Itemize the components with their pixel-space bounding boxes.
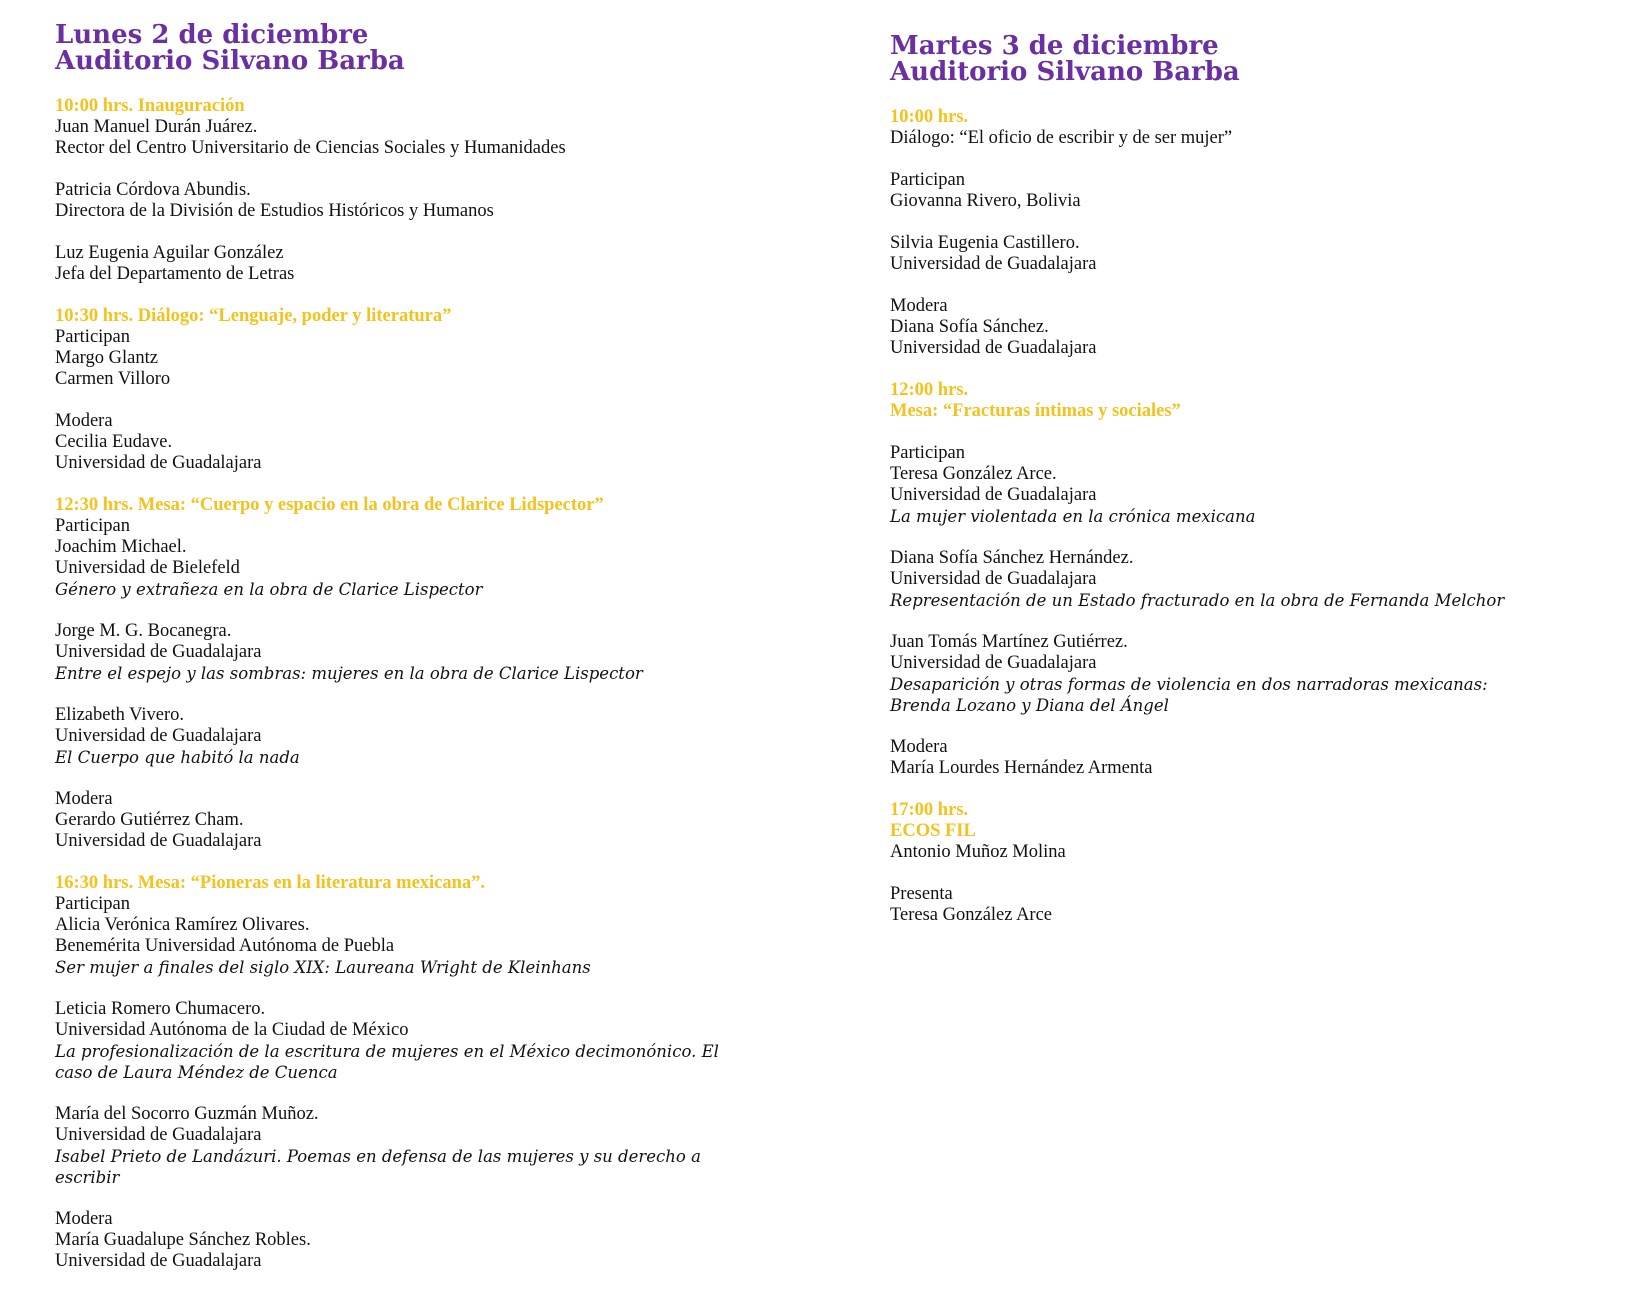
participant-block: [890, 170, 1630, 212]
program-line: Universidad de Bielefeld: [55, 558, 240, 578]
program-line: Universidad de Guadalajara: [890, 653, 1097, 673]
participant-block: [55, 621, 815, 684]
program-line: Patricia Córdova Abundis.: [55, 180, 251, 200]
session-title: ECOS FIL: [890, 821, 976, 841]
program-line: Giovanna Rivero, Bolivia: [890, 191, 1081, 211]
session-header: [55, 306, 815, 327]
session-title: 12:00 hrs.: [890, 380, 969, 400]
day-column-monday: [55, 22, 815, 1293]
program-line: Universidad de Guadalajara: [55, 1125, 262, 1145]
day-date: Martes 3 de diciembre: [890, 31, 1219, 61]
program-line: Jefa del Departamento de Letras: [55, 264, 295, 284]
program-line: Cecilia Eudave.: [55, 432, 173, 452]
program-session: [55, 306, 815, 474]
participant-block: [55, 705, 815, 768]
program-line: Alicia Verónica Ramírez Olivares.: [55, 915, 310, 935]
participant-block: [890, 233, 1630, 275]
program-line: Diana Sofía Sánchez.: [890, 317, 1049, 337]
day-venue: Auditorio Silvano Barba: [55, 46, 405, 76]
paper-title: Género y extrañeza en la obra de Clarice Lispector: [55, 580, 483, 599]
program-line: Carmen Villoro: [55, 369, 171, 389]
program-line: María Guadalupe Sánchez Robles.: [55, 1230, 311, 1250]
participant-block: [55, 516, 815, 600]
participant-block: [55, 327, 815, 390]
program-line: Participan: [890, 443, 966, 463]
program-line: Universidad de Guadalajara: [890, 569, 1097, 589]
participant-block: [890, 632, 1630, 716]
program-line: Diálogo: “El oficio de escribir y de ser mujer”: [890, 128, 1233, 148]
session-title: 10:00 hrs. Inauguración: [55, 96, 245, 116]
participant-block: [55, 999, 815, 1083]
paper-title: Brenda Lozano y Diana del Ángel: [890, 696, 1169, 715]
program-line: Gerardo Gutiérrez Cham.: [55, 810, 244, 830]
session-title: 12:30 hrs. Mesa: “Cuerpo y espacio en la obra de Clarice Lidspector”: [55, 495, 604, 515]
program-line: Universidad Autónoma de la Ciudad de México: [55, 1020, 409, 1040]
program-line: Margo Glantz: [55, 348, 158, 368]
paper-title: caso de Laura Méndez de Cuenca: [55, 1063, 338, 1082]
program-line: Participan: [55, 327, 131, 347]
program-line: Modera: [55, 789, 113, 809]
session-title: 10:30 hrs. Diálogo: “Lenguaje, poder y literatura”: [55, 306, 452, 326]
participant-block: [890, 737, 1630, 779]
program-line: Teresa González Arce: [890, 905, 1053, 925]
participant-block: [890, 443, 1630, 527]
session-header: [890, 380, 1630, 422]
day-date: Lunes 2 de diciembre: [55, 20, 369, 50]
session-header: [55, 873, 815, 894]
program-line: Modera: [55, 1209, 113, 1229]
program-line: Participan: [890, 170, 966, 190]
program-line: Modera: [890, 296, 948, 316]
paper-title: La profesionalización de la escritura de mujeres en el México decimonónico. El: [55, 1042, 719, 1061]
program-line: Directora de la División de Estudios Históricos y Humanos: [55, 201, 494, 221]
paper-title: La mujer violentada en la crónica mexicana: [890, 507, 1256, 526]
participant-block: [55, 1209, 815, 1272]
participant-block: [55, 411, 815, 474]
paper-title: Ser mujer a finales del siglo XIX: Laureana Wright de Kleinhans: [55, 958, 591, 977]
program-line: Universidad de Guadalajara: [55, 642, 262, 662]
program-line: María del Socorro Guzmán Muñoz.: [55, 1104, 319, 1124]
participant-block: [55, 243, 815, 285]
program-line: Universidad de Guadalajara: [55, 831, 262, 851]
program-line: Participan: [55, 516, 131, 536]
program-session: [55, 96, 815, 285]
paper-title: Isabel Prieto de Landázuri. Poemas en defensa de las mujeres y su derecho a: [55, 1147, 701, 1166]
program-line: Universidad de Guadalajara: [890, 485, 1097, 505]
program-line: Juan Tomás Martínez Gutiérrez.: [890, 632, 1128, 652]
participant-block: [55, 117, 815, 159]
day-column-tuesday: [890, 33, 1630, 947]
participant-block: [890, 296, 1630, 359]
session-title: Mesa: “Fracturas íntimas y sociales”: [890, 401, 1181, 421]
program-session: [890, 380, 1630, 779]
program-line: Universidad de Guadalajara: [890, 254, 1097, 274]
day-heading: [890, 33, 1630, 85]
session-title: 17:00 hrs.: [890, 800, 969, 820]
paper-title: escribir: [55, 1168, 120, 1187]
program-session: [890, 107, 1630, 359]
session-header: [890, 800, 1630, 842]
program-line: Joachim Michael.: [55, 537, 187, 557]
participant-block: [890, 128, 1630, 149]
program-line: Leticia Romero Chumacero.: [55, 999, 266, 1019]
program-line: Elizabeth Vivero.: [55, 705, 185, 725]
day-venue: Auditorio Silvano Barba: [890, 57, 1240, 87]
program-line: Modera: [55, 411, 113, 431]
participant-block: [890, 548, 1630, 611]
session-header: [890, 107, 1630, 128]
program-line: Rector del Centro Universitario de Ciencias Sociales y Humanidades: [55, 138, 566, 158]
program-line: María Lourdes Hernández Armenta: [890, 758, 1153, 778]
program-line: Teresa González Arce.: [890, 464, 1057, 484]
program-line: Presenta: [890, 884, 953, 904]
participant-block: [55, 894, 815, 978]
program-line: Universidad de Guadalajara: [55, 453, 262, 473]
program-session: [55, 873, 815, 1272]
program-line: Universidad de Guadalajara: [890, 338, 1097, 358]
program-line: Modera: [890, 737, 948, 757]
program-line: Antonio Muñoz Molina: [890, 842, 1066, 862]
program-line: Luz Eugenia Aguilar González: [55, 243, 284, 263]
session-header: [55, 495, 815, 516]
program-line: Universidad de Guadalajara: [55, 726, 262, 746]
program-line: Participan: [55, 894, 131, 914]
participant-block: [890, 884, 1630, 926]
program-session: [55, 495, 815, 852]
participant-block: [55, 1104, 815, 1188]
participant-block: [55, 789, 815, 852]
day-heading: [55, 22, 815, 74]
session-title: 16:30 hrs. Mesa: “Pioneras en la literatura mexicana”.: [55, 873, 486, 893]
program-line: Jorge M. G. Bocanegra.: [55, 621, 232, 641]
program-line: Diana Sofía Sánchez Hernández.: [890, 548, 1134, 568]
paper-title: Entre el espejo y las sombras: mujeres en la obra de Clarice Lispector: [55, 664, 643, 683]
paper-title: El Cuerpo que habitó la nada: [55, 748, 300, 767]
program-line: Universidad de Guadalajara: [55, 1251, 262, 1271]
program-session: [890, 800, 1630, 926]
participant-block: [890, 842, 1630, 863]
program-line: Juan Manuel Durán Juárez.: [55, 117, 258, 137]
paper-title: Representación de un Estado fracturado en la obra de Fernanda Melchor: [890, 591, 1505, 610]
session-title: 10:00 hrs.: [890, 107, 969, 127]
session-header: [55, 96, 815, 117]
program-line: Benemérita Universidad Autónoma de Puebla: [55, 936, 395, 956]
participant-block: [55, 180, 815, 222]
program-line: Silvia Eugenia Castillero.: [890, 233, 1080, 253]
paper-title: Desaparición y otras formas de violencia en dos narradoras mexicanas:: [890, 675, 1488, 694]
